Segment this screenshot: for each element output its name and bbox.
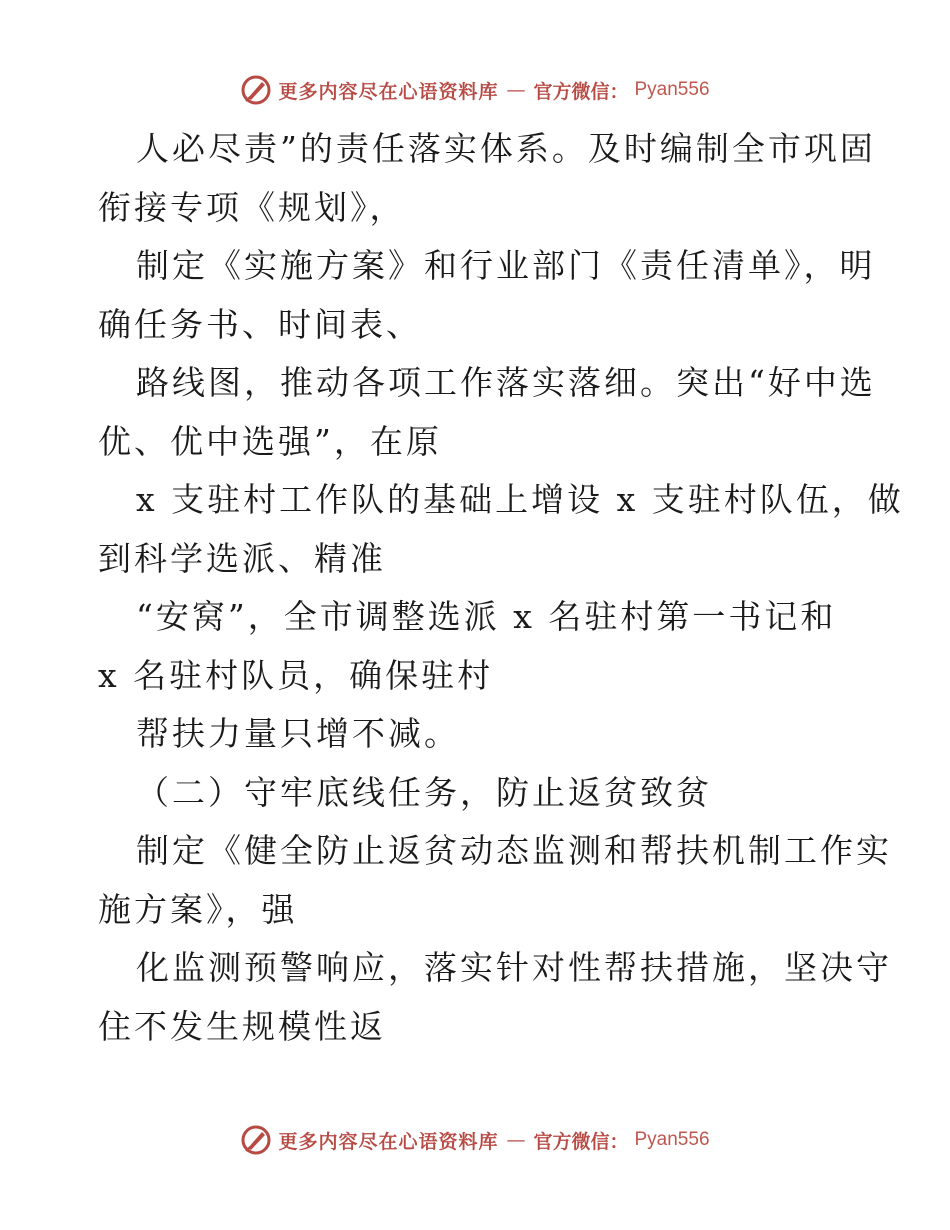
quill-logo-icon	[240, 1124, 272, 1156]
paragraph-line: x 名驻村队员，确保驻村	[98, 655, 494, 695]
paragraph-line: 确任务书、时间表、	[98, 304, 422, 344]
paragraph	[98, 588, 858, 705]
footer-site-text: 更多内容尽在心语资料库	[278, 1130, 499, 1153]
footer-separator: —	[506, 1129, 526, 1151]
paragraph	[98, 120, 876, 237]
paragraph	[98, 471, 904, 588]
paragraph	[98, 354, 876, 471]
paragraph-line: 施方案》，强	[98, 889, 298, 929]
header-separator: —	[506, 79, 526, 101]
paragraph-line: 制定《健全防止返贫动态监测和帮扶机制工作实	[136, 831, 892, 870]
paragraph-line: 人必尽责”的责任落实体系。及时编制全市巩固	[136, 129, 876, 168]
paragraph-line: 到科学选派、精准	[98, 538, 386, 578]
paragraph	[98, 237, 876, 354]
section-heading	[98, 764, 858, 823]
paragraph	[98, 705, 858, 764]
document-body	[98, 120, 904, 1056]
paragraph-line: 帮扶力量只增不减。	[136, 714, 460, 753]
paragraph-line: 优、优中选强”，在原	[98, 421, 442, 461]
quill-logo-icon	[240, 74, 272, 106]
paragraph-line: “安窝”，全市调整选派 x 名驻村第一书记和	[136, 597, 837, 636]
paragraph-line: 衔接专项《规划》，	[98, 187, 406, 227]
paragraph	[98, 822, 892, 939]
header-wechat-id: Pyan556	[634, 79, 710, 100]
header-site-text: 更多内容尽在心语资料库	[278, 80, 499, 103]
header-banner	[0, 70, 950, 110]
paragraph-line: 制定《实施方案》和行业部门《责任清单》，明	[136, 246, 876, 285]
header-wechat-label: 官方微信：	[533, 80, 629, 103]
paragraph-line: 路线图，推动各项工作落实落细。突出“好中选	[136, 363, 876, 402]
paragraph-line: 化监测预警响应，落实针对性帮扶措施，坚决守	[136, 948, 892, 987]
footer-wechat-label: 官方微信：	[533, 1130, 629, 1153]
footer-banner	[0, 1120, 950, 1160]
paragraph-line: 住不发生规模性返	[98, 1006, 386, 1046]
paragraph	[98, 939, 892, 1056]
footer-wechat-id: Pyan556	[634, 1129, 710, 1150]
paragraph-line: x 支驻村工作队的基础上增设 x 支驻村队伍，做	[136, 480, 904, 519]
paragraph-line: （二）守牢底线任务，防止返贫致贫	[136, 772, 712, 812]
